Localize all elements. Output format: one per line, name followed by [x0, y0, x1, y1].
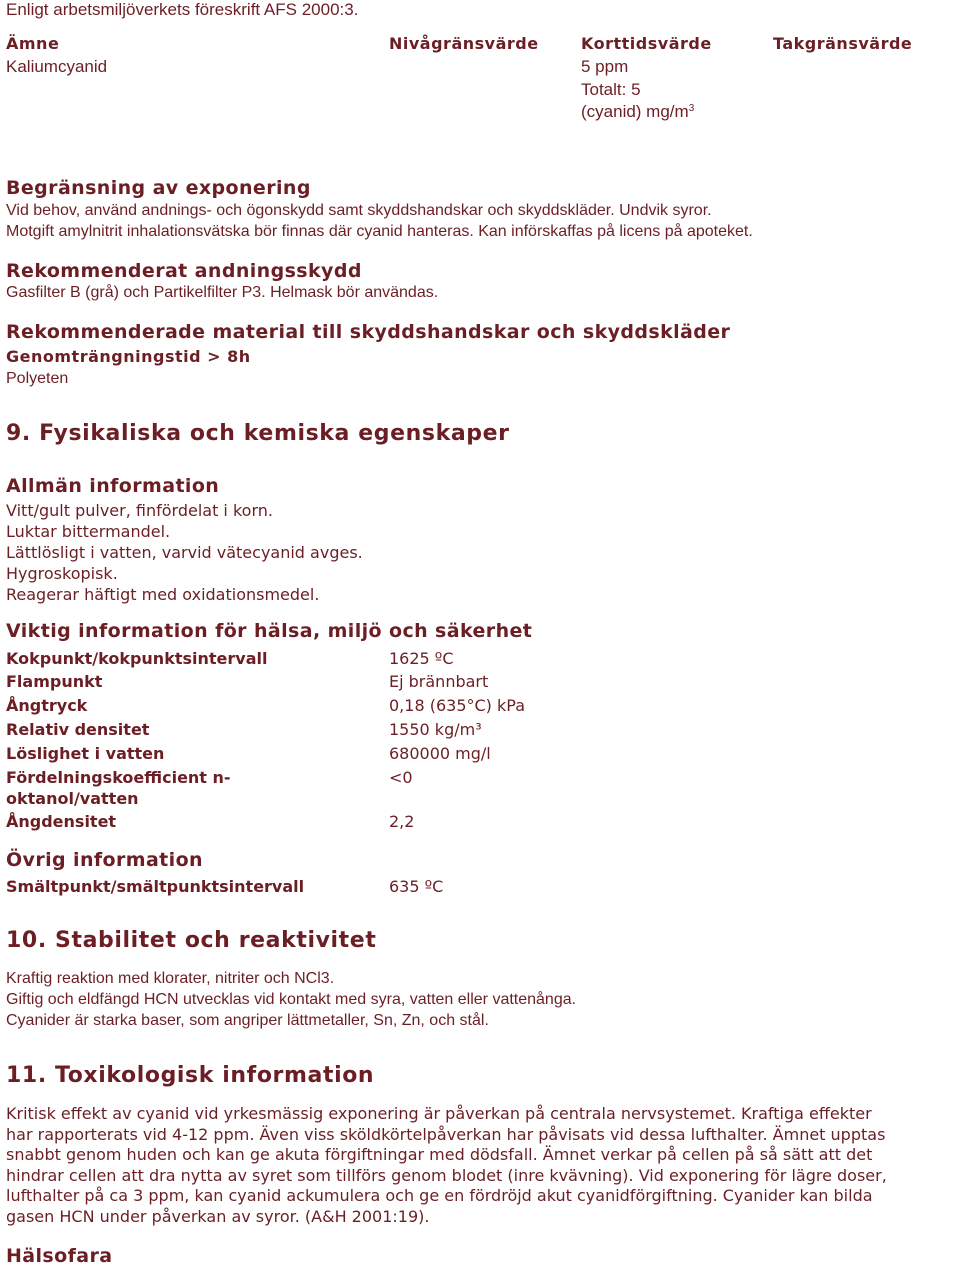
toxicology-line: gasen HCN under påverkan av syror. (A&H 2001:19). [6, 1206, 430, 1226]
header-takgransvarde: Takgränsvärde [773, 34, 913, 53]
general-line-5: Reagerar häftigt med oxidationsmedel. [6, 585, 320, 604]
general-info-heading: Allmän information [6, 475, 220, 497]
unit-superscript: 3 [688, 103, 695, 114]
property-label: Kokpunkt/kokpunktsintervall [6, 649, 268, 668]
property-label: Flampunkt [6, 672, 103, 691]
toxicology-line: snabbt genom huden och kan ge akuta förgiftningar med dödsfall. Ämnet verkar på cellen på så sätt att det [6, 1145, 873, 1164]
header-korttidsvarde: Korttidsvärde [581, 34, 712, 53]
respiratory-heading: Rekommenderat andningsskydd [6, 260, 362, 282]
exposure-heading: Begränsning av exponering [6, 177, 311, 199]
toxicology-paragraph [6, 1104, 958, 1227]
section-9-title: 9. Fysikaliska och kemiska egenskaper [6, 421, 510, 446]
general-line-3: Lättlösligt i vatten, varvid vätecyanid avges. [6, 543, 363, 562]
property-value: 2,2 [389, 812, 415, 831]
property-label: Fördelningskoefficient n- [6, 768, 231, 787]
gloves-subheading: Genomträngningstid > 8h [6, 347, 251, 366]
general-line-4: Hygroskopisk. [6, 564, 118, 583]
property-value: Ej brännbart [389, 672, 489, 691]
toxicology-line: Kritisk effekt av cyanid vid yrkesmässig exponering är påverkan på centrala nervsystemet. Kraftiga effekter [6, 1104, 872, 1123]
intro-text: Enligt arbetsmiljöverkets föreskrift AFS 2000:3. [6, 0, 359, 19]
property-value: 680000 mg/l [389, 744, 491, 763]
property-label: Ångtryck [6, 696, 88, 715]
property-label: Ångdensitet [6, 812, 117, 831]
property-value: <0 [389, 768, 413, 787]
general-line-1: Vitt/gult pulver, finfördelat i korn. [6, 501, 273, 520]
gloves-heading: Rekommenderade material till skyddshandskar och skyddskläder [6, 321, 731, 343]
stability-line-2: Giftig och eldfängd HCN utvecklas vid kontakt med syra, vatten eller vattenånga. [6, 991, 577, 1008]
korttid-line-2: Totalt: 5 [581, 80, 641, 99]
exposure-line-1: Vid behov, använd andnings- och ögonskydd samt skyddshandskar och skyddskläder. Undvik syror. [6, 202, 712, 219]
section-11-title: 11. Toxikologisk information [6, 1063, 375, 1088]
other-info-heading: Övrig information [6, 849, 203, 871]
substance-name: Kaliumcyanid [6, 57, 108, 76]
korttid-line-3: (cyanid) $mg/m^3$ [581, 102, 695, 121]
header-nivagransvarde: Nivågränsvärde [389, 34, 539, 53]
section-10-title: 10. Stabilitet och reaktivitet [6, 928, 377, 953]
exposure-line-2: Motgift amylnitrit inhalationsvätska bör finnas där cyanid hanteras. Kan införskaffas på licens på apoteket. [6, 223, 753, 240]
melting-value: 635 ºC [389, 877, 444, 896]
property-label: Löslighet i vatten [6, 744, 165, 763]
gloves-material: Polyeten [6, 370, 69, 387]
header-amne: Ämne [6, 34, 60, 53]
toxicology-line: lufthalter på ca 3 ppm, kan cyanid ackumulera och ge en fördröjd akut cyanidförgiftning. Cyanider kan bilda [6, 1186, 873, 1205]
property-value: 1625 ºC [389, 649, 454, 668]
property-label: Relativ densitet [6, 720, 150, 739]
property-label-cont: oktanol/vatten [6, 789, 139, 808]
important-info-heading: Viktig information för hälsa, miljö och säkerhet [6, 620, 533, 642]
property-value: 1550 kg/m³ [389, 720, 482, 739]
health-hazard-heading: Hälsofara [6, 1245, 113, 1267]
stability-line-3: Cyanider är starka baser, som angriper lättmetaller, Sn, Zn, och stål. [6, 1012, 489, 1029]
general-line-2: Luktar bittermandel. [6, 522, 171, 541]
property-value: 0,18 (635°C) kPa [389, 696, 525, 715]
stability-line-1: Kraftig reaktion med klorater, nitriter och NCl3. [6, 970, 335, 987]
melting-label: Smältpunkt/smältpunktsintervall [6, 877, 305, 896]
toxicology-line: hindrar cellen att dra nytta av syret som tillförs genom blodet (inre kvävning). Vid exponering för lägre doser, [6, 1165, 887, 1185]
respiratory-text: Gasfilter B (grå) och Partikelfilter P3. Helmask bör användas. [6, 284, 439, 301]
korttid-line-1: 5 ppm [581, 57, 629, 76]
toxicology-line: har rapporterats vid 4-12 ppm. Även viss sköldkörtelpåverkan har påvisats vid dessa lufthalter. Ämnet upptas [6, 1124, 886, 1144]
